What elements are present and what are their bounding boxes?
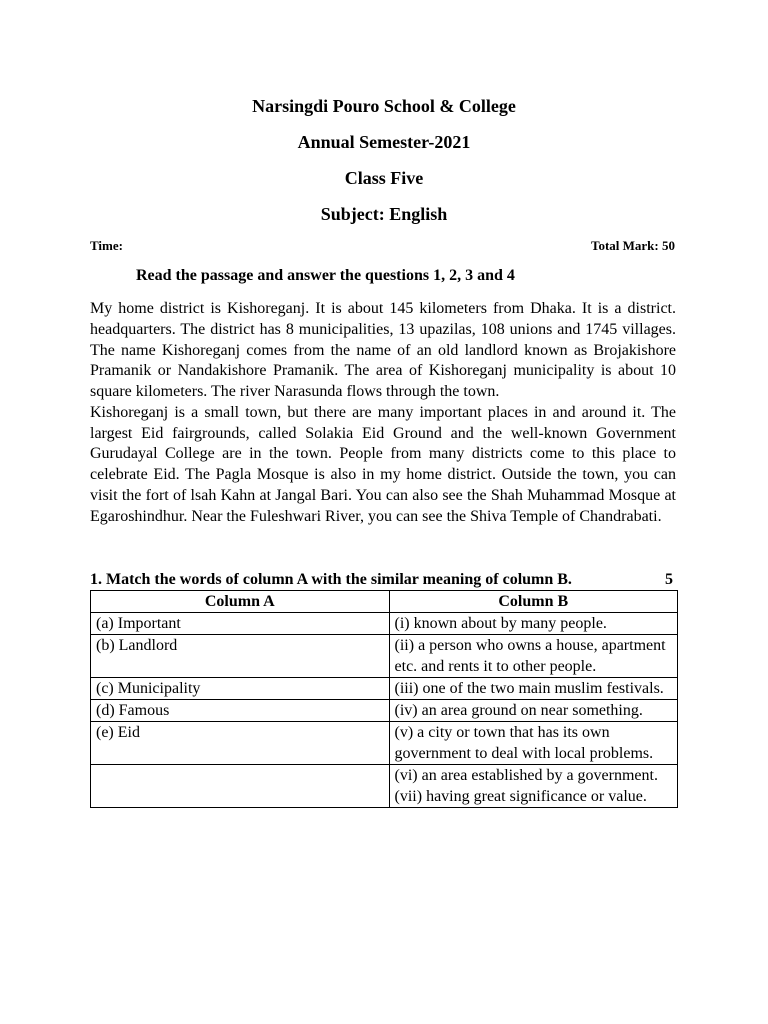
table-row [91, 635, 678, 678]
passage-instruction: Read the passage and answer the questions 1, 2, 3 and 4 [136, 267, 515, 284]
total-mark: Total Mark: 50 [590, 238, 675, 253]
column-a-cell: (e) Eid [91, 722, 390, 765]
school-name: Narsingdi Pouro School & College [252, 96, 516, 116]
time-label: Time: [90, 238, 123, 253]
column-b-cell: (v) a city or town that has its own government to deal with local problems. [389, 722, 677, 765]
column-b-cell: (ii) a person who owns a house, apartment etc. and rents it to other people. [389, 635, 677, 678]
passage-paragraph: My home district is Kishoreganj. It is about 145 kilometers from Dhaka. It is a district. headquarters. The district has 8 municipalities, 13 upazilas, 108 unions and 1745 villages. The name Kishoreganj comes from the name of an old landlord known as Brojakishore Pramanik or Nandakishore Pramanik. The area of Kishoreganj municipality is about 10 square kilometers. The river Narasunda flows through the town. [90, 300, 676, 400]
table-row [91, 700, 678, 722]
column-a-cell [91, 765, 390, 808]
question-1-marks: 5 [665, 571, 673, 588]
exam-title: Annual Semester-2021 [297, 132, 471, 152]
column-b-cell: (vi) an area established by a government. (vii) having great significance or value. [389, 765, 677, 808]
column-a-header: Column A [91, 591, 390, 613]
column-b-cell: (iv) an area ground on near something. [389, 700, 677, 722]
table-row [91, 722, 678, 765]
table-row [91, 678, 678, 700]
question-1-text: 1. Match the words of column A with the similar meaning of column B. [90, 571, 572, 588]
column-b-cell: (i) known about by many people. [389, 613, 677, 635]
matching-table [90, 590, 678, 808]
column-b-cell: (iii) one of the two main muslim festivals. [389, 678, 677, 700]
column-a-cell: (a) Important [91, 613, 390, 635]
table-header-row [91, 591, 678, 613]
passage-paragraph: Kishoreganj is a small town, but there are many important places in and around it. The largest Eid fairgrounds, called Solakia Eid Ground and the well-known Government Gurudayal College are in the town. People from many districts come to this place to celebrate Eid. The Pagla Mosque is also in my home district. Outside the town, you can visit the fort of lsah Kahn at Jangal Bari. You can also see the Shah Muhammad Mosque at Egaroshindhur. Near the Fuleshwari River, you can see the Shiva Temple of Chandrabati. [90, 403, 676, 525]
reading-passage [90, 299, 676, 527]
column-a-cell: (d) Famous [91, 700, 390, 722]
table-row [91, 765, 678, 808]
table-row [91, 613, 678, 635]
class-title: Class Five [344, 168, 424, 188]
question-1 [90, 570, 676, 590]
column-a-cell: (b) Landlord [91, 635, 390, 678]
column-a-cell: (c) Municipality [91, 678, 390, 700]
subject-title: Subject: English [320, 204, 448, 224]
column-b-header: Column B [389, 591, 677, 613]
